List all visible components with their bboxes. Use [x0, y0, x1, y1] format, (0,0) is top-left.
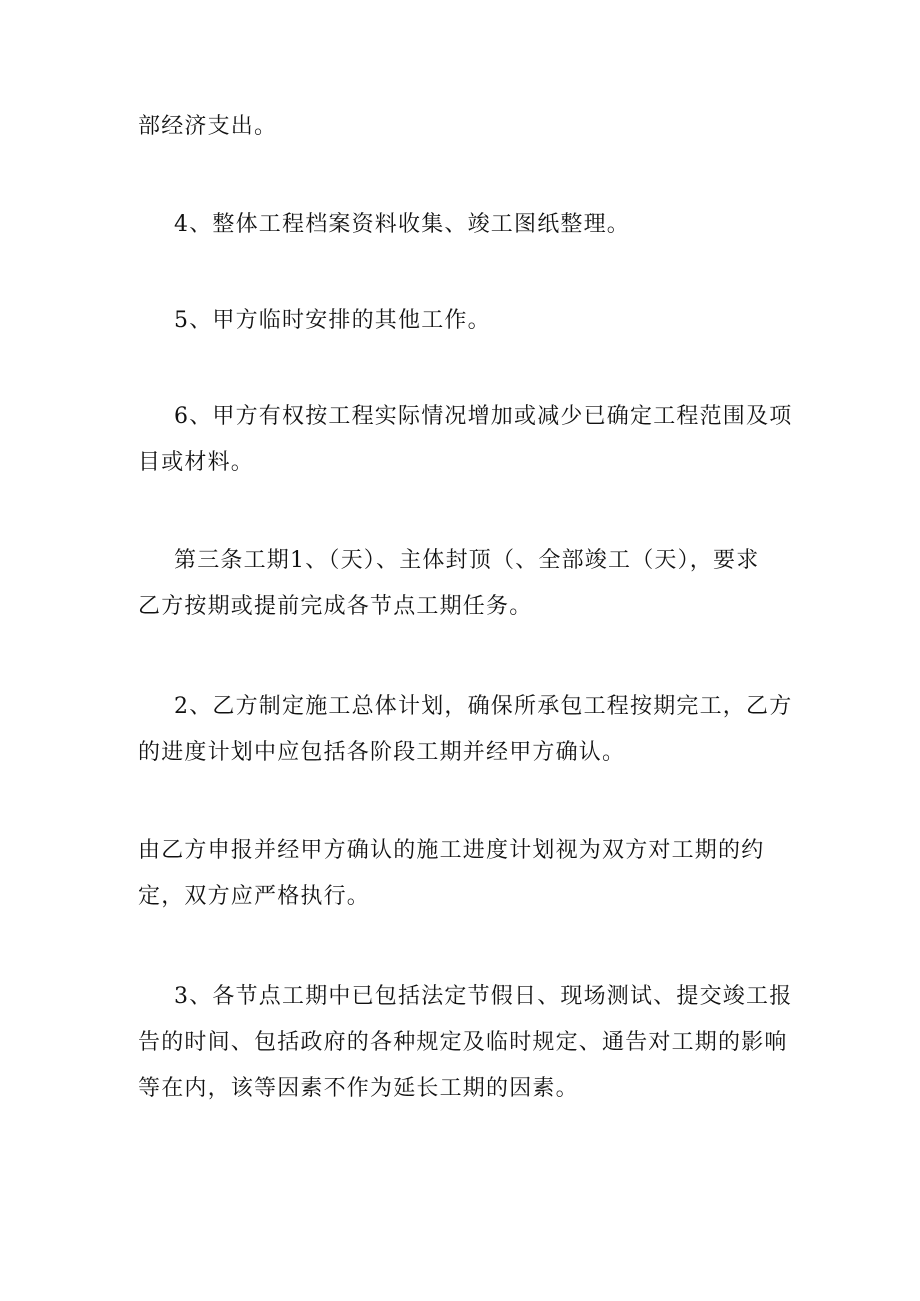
text-line: 3、各节点工期中已包括法定节假日、现场测试、提交竣工报: [174, 984, 793, 1009]
paragraph-item-5: [138, 298, 788, 344]
text-line: 5、甲方临时安排的其他工作。: [174, 308, 491, 333]
text-line: 由乙方申报并经甲方确认的施工进度计划视为双方对工期的约: [138, 838, 765, 863]
text-line: 告的时间、包括政府的各种规定及临时规定、通告对工期的影响: [138, 1030, 788, 1055]
text-line: 4、整体工程档案资料收集、竣工图纸整理。: [174, 212, 630, 237]
paragraph-item-2: [138, 684, 793, 776]
paragraph-item-4: [138, 202, 788, 248]
text-line: 部经济支出。: [138, 114, 278, 139]
text-line: 6、甲方有权按工程实际情况增加或减少已确定工程范围及项: [174, 404, 793, 429]
paragraph-continuation: [138, 104, 788, 150]
text-line: 定，双方应严格执行。: [138, 884, 371, 909]
text-line: 第三条工期1、（天）、主体封顶（、全部竣工（天），要求: [174, 548, 760, 573]
paragraph-article-3: [138, 538, 788, 630]
text-line: 2、乙方制定施工总体计划，确保所承包工程按期完工，乙方: [174, 694, 793, 719]
text-line: 乙方按期或提前完成各节点工期任务。: [138, 594, 533, 619]
paragraph-item-6: [138, 394, 793, 486]
text-line: 等在内，该等因素不作为延长工期的因素。: [138, 1076, 579, 1101]
paragraph-schedule: [138, 828, 788, 920]
text-line: 目或材料。: [138, 450, 255, 475]
text-line: 的进度计划中应包括各阶段工期并经甲方确认。: [138, 740, 626, 765]
paragraph-item-3: [138, 974, 793, 1112]
